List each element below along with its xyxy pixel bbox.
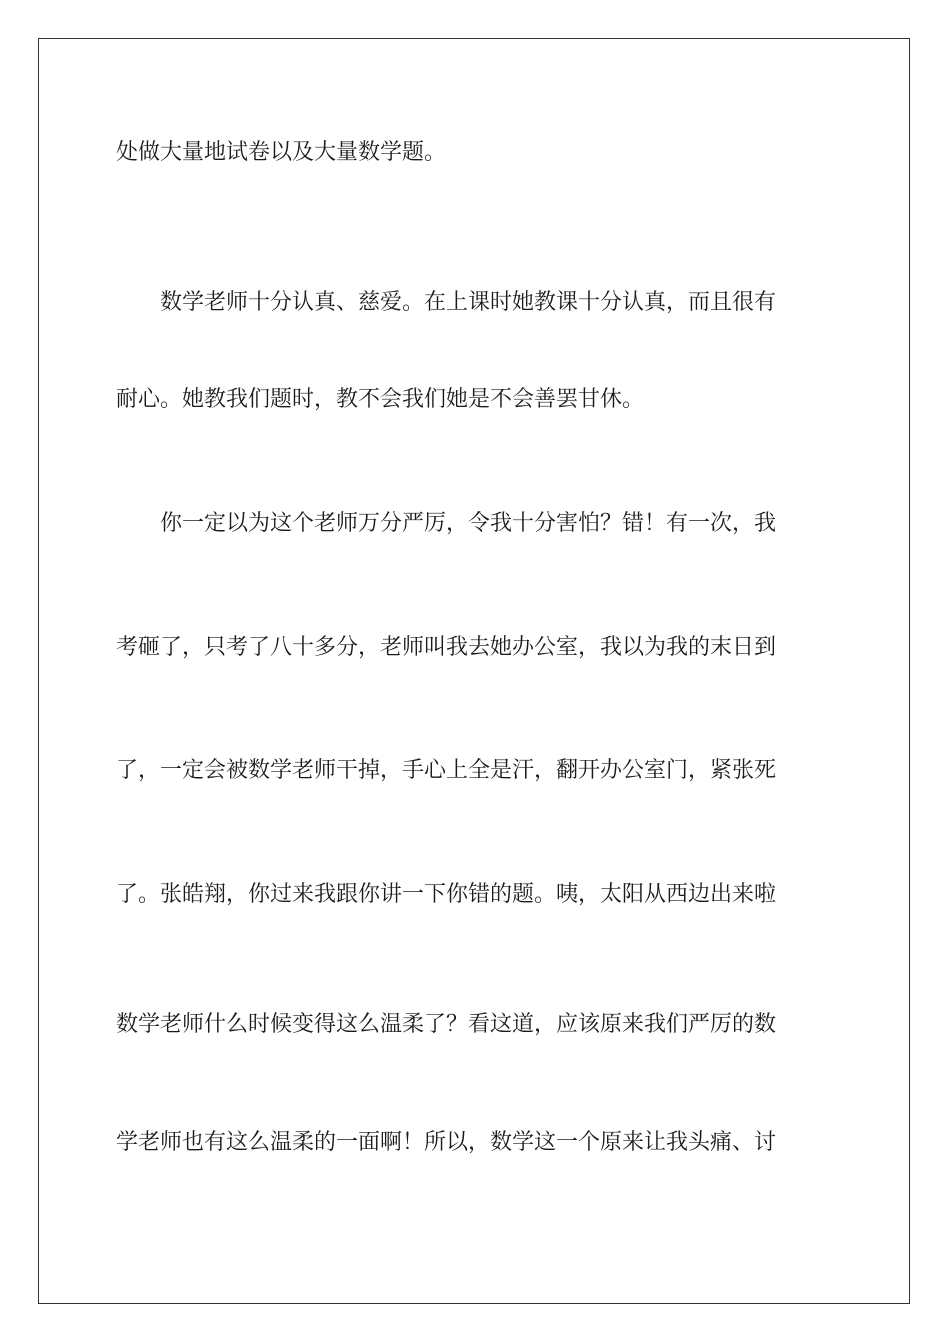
text-line-8: 数学老师什么时候变得这么温柔了？看这道，应该原来我们严厉的数 <box>116 1012 777 1037</box>
text-line-5: 考砸了，只考了八十多分，老师叫我去她办公室，我以为我的末日到 <box>116 635 777 660</box>
text-line-6: 了，一定会被数学老师干掉，手心上全是汗，翻开办公室门，紧张死 <box>116 758 777 783</box>
text-line-9: 学老师也有这么温柔的一面啊！所以，数学这一个原来让我头痛、讨 <box>116 1130 777 1155</box>
text-line-4: 你一定以为这个老师万分严厉，令我十分害怕？错！有一次，我 <box>160 511 777 536</box>
text-line-1: 处做大量地试卷以及大量数学题。 <box>116 140 447 165</box>
page-border <box>38 38 910 1304</box>
text-line-3: 耐心。她教我们题时，教不会我们她是不会善罢甘休。 <box>116 387 645 412</box>
text-line-2: 数学老师十分认真、慈爱。在上课时她教课十分认真，而且很有 <box>160 290 777 315</box>
text-line-7: 了。张皓翔，你过来我跟你讲一下你错的题。咦，太阳从西边出来啦 <box>116 882 777 907</box>
